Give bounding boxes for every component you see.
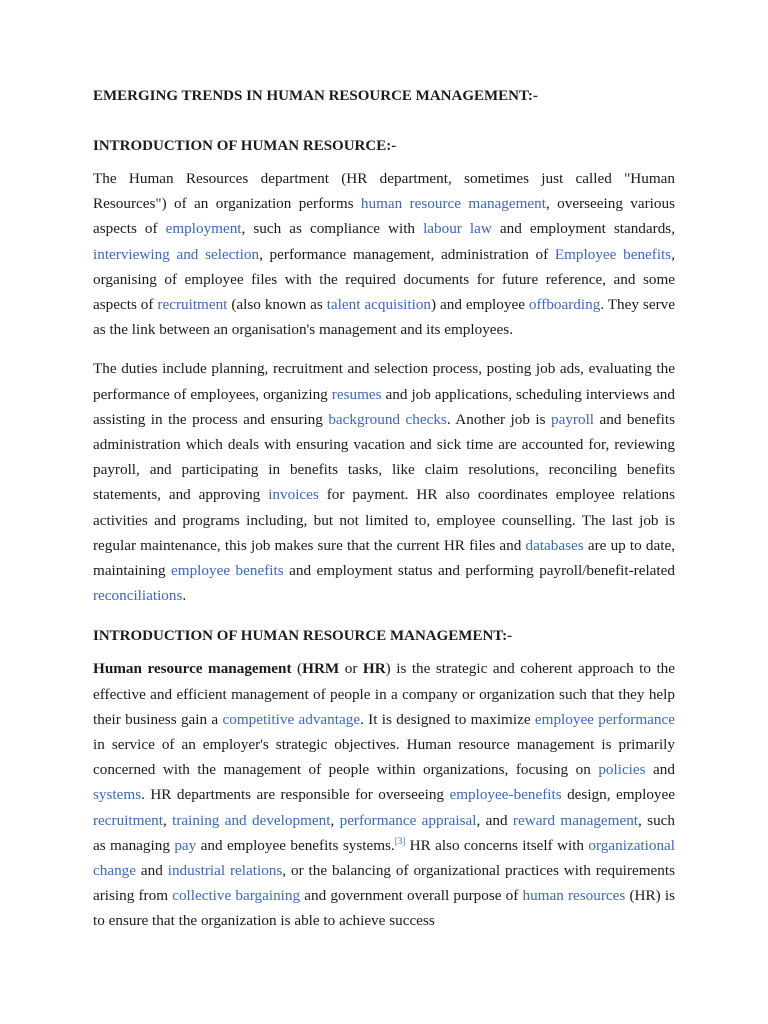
link-employee-benefits-3[interactable]: employee-benefits [449, 786, 562, 804]
link-human-resource-management[interactable]: human resource management [360, 195, 546, 213]
text-run: , performance management, administration of [259, 245, 555, 263]
link-collective-bargaining[interactable]: collective bargaining [172, 887, 301, 905]
text-run: , overseeing various aspects of [93, 195, 675, 238]
link-industrial-relations[interactable]: industrial relations [167, 862, 283, 880]
text-run: The duties include planning, recruitment and selection process, posting job ads, evaluating the performance of employees, organizing [93, 360, 675, 403]
text-run: and employee benefits systems. [196, 836, 395, 854]
text-run: HR also concerns itself with [405, 836, 589, 854]
link-labour-law[interactable]: labour law [423, 220, 492, 238]
link-recruitment-2[interactable]: recruitment [93, 811, 163, 829]
text-run: for payment. HR also coordinates employee relations activities and programs including, but not limited to, employee counselling. The last job is regular maintenance, this job makes sure that the current HR files and [93, 486, 676, 554]
link-employment[interactable]: employment [165, 220, 242, 238]
link-employee-benefits[interactable]: Employee benefits [554, 245, 672, 263]
text-run: in service of an employer's strategic objectives. Human resource management is primarily concerned with the management of people within organizations, focusing on [93, 736, 675, 779]
text-run: ) and employee [431, 296, 529, 314]
link-organizational-change[interactable]: organizational change [93, 836, 676, 880]
text-run: are up to date, maintaining [93, 536, 675, 580]
citation-link-3[interactable]: [3] [394, 835, 406, 846]
link-pay[interactable]: pay [174, 836, 197, 854]
text-run: design, employee [561, 786, 675, 804]
link-background-checks[interactable]: background checks [328, 410, 447, 428]
text-run: (also known as [227, 296, 327, 314]
link-reconciliations[interactable]: reconciliations [93, 587, 183, 605]
link-resumes[interactable]: resumes [331, 385, 382, 403]
text-run: and employment status and performing payroll/benefit-related [283, 562, 675, 580]
link-performance-appraisal[interactable]: performance appraisal [339, 811, 477, 829]
text-run: . It is designed to maximize [360, 710, 535, 728]
link-invoices[interactable]: invoices [268, 486, 319, 504]
text-run: , such as compliance with [241, 220, 424, 238]
text-run: , organising of employee files with the required documents for future reference, and some aspects of [93, 245, 675, 314]
text-run: , such as managing [93, 811, 675, 854]
section-heading-intro-hrm: INTRODUCTION OF HUMAN RESOURCE MANAGEMENT:- [93, 628, 513, 645]
link-recruitment[interactable]: recruitment [157, 296, 228, 314]
text-run: The Human Resources department (HR department, sometimes just called "Human Resources") of an organization performs [93, 170, 675, 213]
text-run: and [645, 761, 675, 779]
bold-abbrev-hrm: HRM [302, 660, 340, 678]
link-interviewing-and-selection[interactable]: interviewing and selection [93, 245, 260, 263]
section-heading-intro-human-resource: INTRODUCTION OF HUMAN RESOURCE:- [93, 138, 397, 154]
link-reward-management[interactable]: reward management [512, 811, 639, 829]
link-human-resources[interactable]: human resources [522, 887, 626, 905]
text-run: , [330, 811, 340, 829]
text-run: (HR) is to ensure that the organization is able to achieve success [93, 887, 676, 930]
text-run: and job applications, scheduling interviews and assisting in the process and ensuring [93, 385, 675, 428]
text-run: . Another job is [446, 410, 551, 428]
link-employee-performance[interactable]: employee performance [534, 710, 675, 728]
link-competitive-advantage[interactable]: competitive advantage [222, 710, 361, 728]
document-page [93, 78, 675, 934]
text-run: , and [476, 811, 513, 829]
paragraph-hrm-definition [93, 656, 675, 933]
bold-term-hrm: Human resource management [93, 660, 292, 678]
text-run: and [136, 862, 168, 880]
link-offboarding[interactable]: offboarding [528, 296, 601, 314]
link-policies[interactable]: policies [598, 761, 646, 779]
link-databases[interactable]: databases [525, 536, 584, 554]
paragraph-hr-department [93, 166, 675, 342]
text-run: , [163, 811, 173, 829]
text-run: and benefits administration which deals with ensuring vacation and sick time are accounted for, reviewing payroll, and participating in benefits tasks, like claim resolutions, reconciling benefits statements, and approving [93, 410, 675, 504]
text-run: . [182, 587, 187, 605]
text-run: . They serve as the link between an organisation's management and its employees. [93, 296, 675, 339]
link-payroll[interactable]: payroll [551, 410, 595, 428]
text-run: and employment standards, [491, 220, 675, 238]
text-run: ( [291, 660, 303, 678]
text-run: and government overall purpose of [300, 887, 523, 905]
text-run: . HR departments are responsible for overseeing [141, 786, 450, 804]
text-run: , or the balancing of organizational practices with requirements arising from [93, 862, 675, 905]
paragraph-hr-duties [93, 356, 675, 608]
bold-abbrev-hr: HR [362, 660, 386, 678]
document-title: EMERGING TRENDS IN HUMAN RESOURCE MANAGEMENT:- [93, 88, 538, 104]
text-run: or [339, 660, 363, 678]
link-employee-benefits-2[interactable]: employee benefits [171, 562, 284, 580]
text-run: ) is the strategic and coherent approach to the effective and efficient management of people in a company or organization such that they help their business gain a [93, 660, 676, 728]
link-talent-acquisition[interactable]: talent acquisition [326, 296, 432, 314]
link-training-and-development[interactable]: training and development [172, 811, 331, 829]
link-systems[interactable]: systems [93, 786, 142, 804]
